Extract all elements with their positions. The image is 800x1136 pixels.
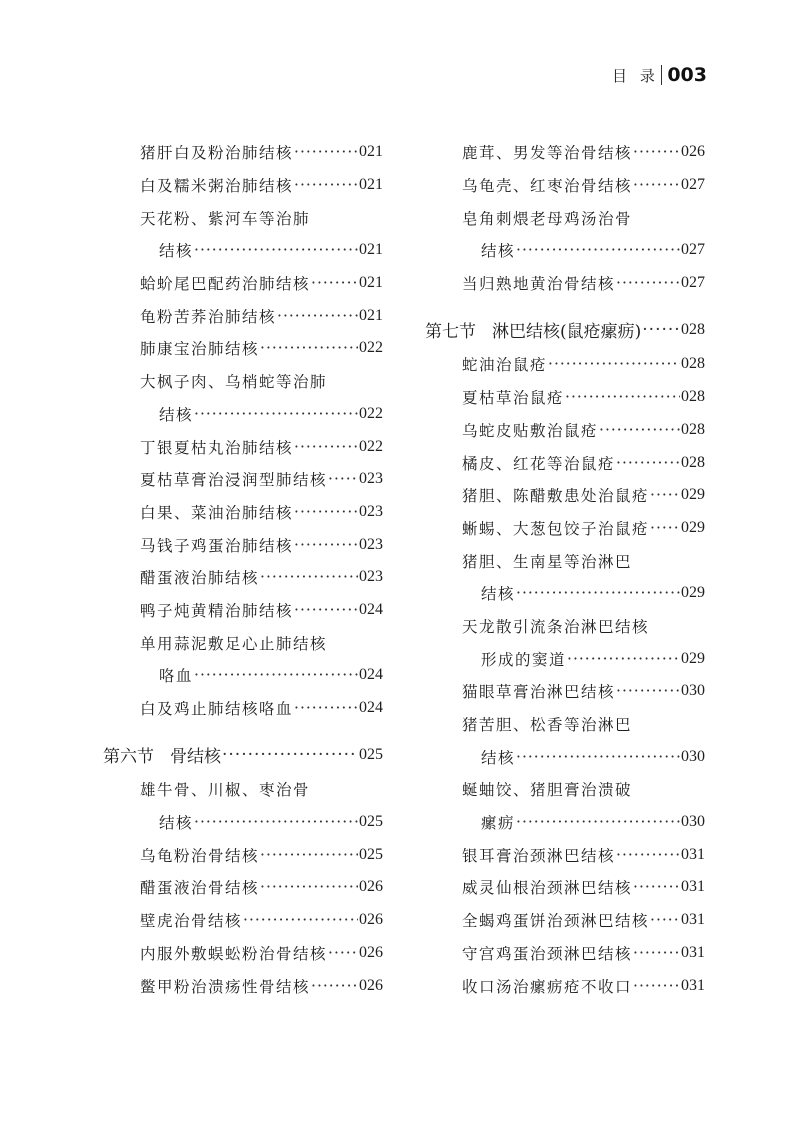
toc-entry[interactable] — [103, 838, 383, 871]
leader-dots — [294, 699, 358, 717]
entry-page-number: 027 — [681, 241, 705, 259]
entry-page-number: 025 — [359, 813, 383, 831]
toc-entry[interactable] — [103, 332, 383, 365]
entry-line — [425, 969, 705, 1002]
entry-page-number: 023 — [359, 502, 383, 520]
leader-dots — [311, 274, 358, 292]
entry-title: 乌龟粉治骨结核 — [140, 846, 260, 865]
entry-line — [103, 773, 383, 806]
toc-entry[interactable] — [103, 692, 383, 725]
entry-page-number: 030 — [681, 813, 705, 831]
entry-line — [103, 332, 383, 365]
toc-entry[interactable] — [103, 463, 383, 496]
toc-entry[interactable] — [103, 169, 383, 202]
toc-entry[interactable] — [103, 937, 383, 970]
leader-dots — [294, 503, 358, 521]
entry-title: 橘皮、红花等治鼠疮 — [462, 454, 616, 473]
entry-line — [425, 610, 705, 643]
toc-entry[interactable] — [425, 544, 705, 609]
section-label: 第六节 — [103, 747, 154, 768]
entry-page-number: 023 — [359, 470, 383, 488]
entry-title: 壁虎治骨结核 — [140, 912, 243, 931]
entry-page-number: 021 — [359, 306, 383, 324]
toc-entry[interactable] — [425, 773, 705, 838]
leader-dots — [650, 486, 680, 504]
entry-title: 乌龟壳、红枣治骨结核 — [462, 177, 633, 196]
entry-title: 当归熟地黄治骨结核 — [462, 275, 616, 294]
running-header — [612, 64, 707, 86]
toc-entry[interactable] — [425, 381, 705, 414]
toc-entry[interactable] — [425, 136, 705, 169]
entry-page-number: 027 — [681, 274, 705, 292]
header-divider — [661, 65, 663, 85]
entry-title: 丁银夏枯丸治肺结核 — [140, 438, 294, 457]
leader-dots — [516, 584, 680, 602]
toc-entry[interactable] — [103, 969, 383, 1002]
entry-page-number: 028 — [681, 355, 705, 373]
section-label: 第七节 — [425, 322, 476, 343]
entry-line — [425, 544, 705, 577]
leader-dots — [642, 320, 680, 340]
entry-continuation-line — [425, 234, 705, 267]
entry-title: 鹿茸、男发等治骨结核 — [462, 144, 633, 163]
leader-dots — [516, 241, 680, 259]
entry-title: 大枫子肉、乌梢蛇等治肺 — [140, 373, 328, 392]
toc-entry[interactable] — [425, 871, 705, 904]
entry-line — [103, 267, 383, 300]
toc-entry[interactable] — [425, 904, 705, 937]
entry-page-number: 023 — [359, 568, 383, 586]
entry-title: 形成的窦道 — [481, 650, 567, 669]
entry-title: 收口汤治瘰疬疮不收口 — [462, 977, 633, 996]
leader-dots — [567, 650, 680, 668]
entry-title: 蜒蚰饺、猪胆膏治溃破 — [462, 781, 633, 800]
entry-title: 结核 — [481, 748, 516, 767]
entry-line — [103, 561, 383, 594]
toc-entry[interactable] — [103, 594, 383, 627]
leader-dots — [260, 878, 358, 896]
entry-page-number: 021 — [359, 143, 383, 161]
toc-entry[interactable] — [425, 937, 705, 970]
toc-entry[interactable] — [103, 871, 383, 904]
entry-line — [425, 708, 705, 741]
entry-title: 结核 — [159, 405, 194, 424]
toc-entry[interactable] — [103, 773, 383, 838]
entry-page-number: 030 — [681, 747, 705, 765]
leader-dots — [260, 846, 358, 864]
entry-page-number: 031 — [681, 878, 705, 896]
toc-column-right — [425, 136, 705, 1002]
entry-page-number: 027 — [681, 176, 705, 194]
entry-line — [425, 773, 705, 806]
toc-entry[interactable] — [103, 528, 383, 561]
toc-entry[interactable] — [425, 610, 705, 675]
entry-title: 蛤蚧尾巴配药治肺结核 — [140, 275, 311, 294]
toc-entry[interactable] — [425, 348, 705, 381]
toc-entry[interactable] — [103, 365, 383, 430]
section-page-number: 028 — [681, 320, 705, 338]
toc-entry[interactable] — [425, 512, 705, 545]
toc-entry[interactable] — [103, 136, 383, 169]
leader-dots — [194, 666, 358, 684]
entry-title: 鳖甲粉治溃疡性骨结核 — [140, 977, 311, 996]
leader-dots — [194, 813, 358, 831]
leader-dots — [616, 846, 680, 864]
entry-title: 醋蛋液治骨结核 — [140, 879, 260, 898]
entry-line — [103, 365, 383, 398]
leader-dots — [616, 682, 680, 700]
entry-title: 结核 — [159, 242, 194, 261]
leader-dots — [328, 470, 358, 488]
leader-dots — [565, 388, 680, 406]
entry-line — [425, 381, 705, 414]
entry-title: 单用蒜泥敷足心止肺结核 — [140, 634, 328, 653]
entry-line — [103, 201, 383, 234]
entry-line — [103, 871, 383, 904]
entry-line — [425, 479, 705, 512]
leader-dots — [294, 536, 358, 554]
section-title: 淋巴结核(鼠疮瘰疬) — [492, 322, 642, 343]
section-title: 骨结核 — [170, 747, 221, 768]
leader-dots — [311, 977, 358, 995]
toc-entry[interactable] — [425, 446, 705, 479]
entry-title: 雄牛骨、川椒、枣治骨 — [140, 781, 311, 800]
entry-title: 龟粉苦荞治肺结核 — [140, 307, 277, 326]
entry-page-number: 024 — [359, 699, 383, 717]
leader-dots — [650, 911, 680, 929]
header-label: 目 录 — [612, 66, 659, 85]
leader-dots — [294, 176, 358, 194]
entry-title: 蜥蜴、大葱包饺子治鼠疮 — [462, 519, 650, 538]
toc-entry[interactable] — [425, 414, 705, 447]
toc-entry[interactable] — [425, 969, 705, 1002]
entry-title: 猪胆、陈醋敷患处治鼠疮 — [462, 487, 650, 506]
entry-title: 醋蛋液治肺结核 — [140, 569, 260, 588]
entry-title: 全蝎鸡蛋饼治颈淋巴结核 — [462, 912, 650, 931]
entry-title: 结核 — [481, 242, 516, 261]
entry-page-number: 021 — [359, 274, 383, 292]
leader-dots — [294, 143, 358, 161]
entry-title: 威灵仙根治颈淋巴结核 — [462, 879, 633, 898]
entry-title: 天花粉、紫河车等治肺 — [140, 209, 311, 228]
entry-page-number: 029 — [681, 649, 705, 667]
entry-title: 乌蛇皮贴敷治鼠疮 — [462, 421, 599, 440]
leader-dots — [599, 421, 680, 439]
entry-line — [425, 675, 705, 708]
entry-line — [103, 299, 383, 332]
toc-section-heading[interactable] — [425, 313, 705, 346]
toc-entry[interactable] — [103, 904, 383, 937]
entry-line — [425, 512, 705, 545]
entry-line — [425, 267, 705, 300]
leader-dots — [222, 745, 358, 765]
entry-line — [103, 496, 383, 529]
entry-page-number: 026 — [359, 943, 383, 961]
entry-line — [103, 594, 383, 627]
entry-line — [425, 937, 705, 970]
entry-page-number: 026 — [359, 878, 383, 896]
leader-dots — [633, 977, 680, 995]
leader-dots — [243, 911, 358, 929]
leader-dots — [516, 748, 680, 766]
entry-line — [103, 969, 383, 1002]
entry-page-number: 022 — [359, 437, 383, 455]
entry-line — [103, 692, 383, 725]
toc-section-heading[interactable] — [103, 738, 383, 771]
entry-page-number: 026 — [681, 143, 705, 161]
entry-line — [425, 414, 705, 447]
toc-entry[interactable] — [103, 561, 383, 594]
toc-entry[interactable] — [425, 267, 705, 300]
entry-title: 蛇油治鼠疮 — [462, 356, 548, 375]
toc-column-left — [103, 136, 383, 1002]
leader-dots — [277, 307, 358, 325]
entry-line — [103, 937, 383, 970]
entry-line — [425, 838, 705, 871]
entry-title: 瘰疬 — [481, 814, 516, 833]
entry-title: 猪肝白及粉治肺结核 — [140, 144, 294, 163]
toc-entry[interactable] — [425, 675, 705, 708]
entry-title: 银耳膏治颈淋巴结核 — [462, 846, 616, 865]
leader-dots — [633, 878, 680, 896]
leader-dots — [260, 339, 358, 357]
entry-page-number: 029 — [681, 518, 705, 536]
toc-entry[interactable] — [103, 430, 383, 463]
entry-page-number: 029 — [681, 486, 705, 504]
entry-page-number: 023 — [359, 535, 383, 553]
section-page-number: 025 — [359, 745, 383, 763]
toc-entry[interactable] — [425, 479, 705, 512]
entry-page-number: 026 — [359, 911, 383, 929]
entry-page-number: 028 — [681, 420, 705, 438]
entry-page-number: 025 — [359, 845, 383, 863]
entry-page-number: 031 — [681, 943, 705, 961]
entry-continuation-line — [103, 234, 383, 267]
entry-line — [103, 904, 383, 937]
leader-dots — [633, 176, 680, 194]
entry-title: 夏枯草膏治浸润型肺结核 — [140, 471, 328, 490]
entry-line — [425, 136, 705, 169]
toc-entry[interactable] — [103, 201, 383, 266]
entry-continuation-line — [425, 806, 705, 839]
entry-title: 白及鸡止肺结核咯血 — [140, 700, 294, 719]
toc-entry[interactable] — [425, 201, 705, 266]
entry-line — [103, 463, 383, 496]
entry-page-number: 026 — [359, 976, 383, 994]
leader-dots — [194, 241, 358, 259]
entry-continuation-line — [103, 398, 383, 431]
leader-dots — [548, 355, 680, 373]
leader-dots — [650, 519, 680, 537]
entry-page-number: 031 — [681, 911, 705, 929]
entry-title: 猪苦胆、松香等治淋巴 — [462, 716, 633, 735]
entry-page-number: 028 — [681, 388, 705, 406]
leader-dots — [616, 274, 680, 292]
toc-entry[interactable] — [103, 626, 383, 691]
entry-title: 咯血 — [159, 667, 194, 686]
page-number: 003 — [667, 64, 707, 86]
toc-entry[interactable] — [425, 169, 705, 202]
entry-title: 夏枯草治鼠疮 — [462, 389, 565, 408]
entry-line — [103, 838, 383, 871]
entry-continuation-line — [103, 659, 383, 692]
entry-title: 天龙散引流条治淋巴结核 — [462, 617, 650, 636]
leader-dots — [294, 438, 358, 456]
entry-page-number: 031 — [681, 845, 705, 863]
entry-continuation-line — [425, 642, 705, 675]
entry-line — [425, 904, 705, 937]
entry-title: 猫眼草膏治淋巴结核 — [462, 683, 616, 702]
entry-page-number: 021 — [359, 241, 383, 259]
entry-title: 白及糯米粥治肺结核 — [140, 177, 294, 196]
entry-page-number: 028 — [681, 453, 705, 471]
entry-line — [425, 169, 705, 202]
entry-page-number: 031 — [681, 976, 705, 994]
entry-line — [425, 348, 705, 381]
entry-line — [103, 169, 383, 202]
toc-entry[interactable] — [103, 267, 383, 300]
entry-page-number: 021 — [359, 176, 383, 194]
leader-dots — [516, 813, 680, 831]
leader-dots — [328, 944, 358, 962]
toc-entry[interactable] — [425, 708, 705, 773]
entry-line — [425, 201, 705, 234]
entry-page-number: 022 — [359, 339, 383, 357]
leader-dots — [633, 944, 680, 962]
leader-dots — [194, 405, 358, 423]
entry-line — [425, 446, 705, 479]
entry-line — [103, 136, 383, 169]
entry-continuation-line — [103, 806, 383, 839]
entry-title: 皂角刺煨老母鸡汤治骨 — [462, 209, 633, 228]
entry-page-number: 022 — [359, 404, 383, 422]
entry-title: 猪胆、生南星等治淋巴 — [462, 552, 633, 571]
toc-entry[interactable] — [103, 299, 383, 332]
entry-title: 内服外敷蜈蚣粉治骨结核 — [140, 944, 328, 963]
leader-dots — [260, 568, 358, 586]
entry-line — [103, 626, 383, 659]
entry-page-number: 024 — [359, 600, 383, 618]
entry-title: 马钱子鸡蛋治肺结核 — [140, 536, 294, 555]
entry-title: 结核 — [481, 585, 516, 604]
entry-line — [425, 871, 705, 904]
leader-dots — [294, 601, 358, 619]
entry-page-number: 030 — [681, 682, 705, 700]
leader-dots — [633, 143, 680, 161]
entry-continuation-line — [425, 740, 705, 773]
entry-title: 鸭子炖黄精治肺结核 — [140, 601, 294, 620]
entry-page-number: 029 — [681, 584, 705, 602]
toc-entry[interactable] — [425, 838, 705, 871]
toc-entry[interactable] — [103, 496, 383, 529]
entry-title: 结核 — [159, 814, 194, 833]
entry-title: 守宫鸡蛋治颈淋巴结核 — [462, 944, 633, 963]
leader-dots — [616, 454, 680, 472]
entry-title: 白果、菜油治肺结核 — [140, 503, 294, 522]
entry-title: 肺康宝治肺结核 — [140, 340, 260, 359]
entry-continuation-line — [425, 577, 705, 610]
entry-line — [103, 430, 383, 463]
entry-page-number: 024 — [359, 666, 383, 684]
entry-line — [103, 528, 383, 561]
